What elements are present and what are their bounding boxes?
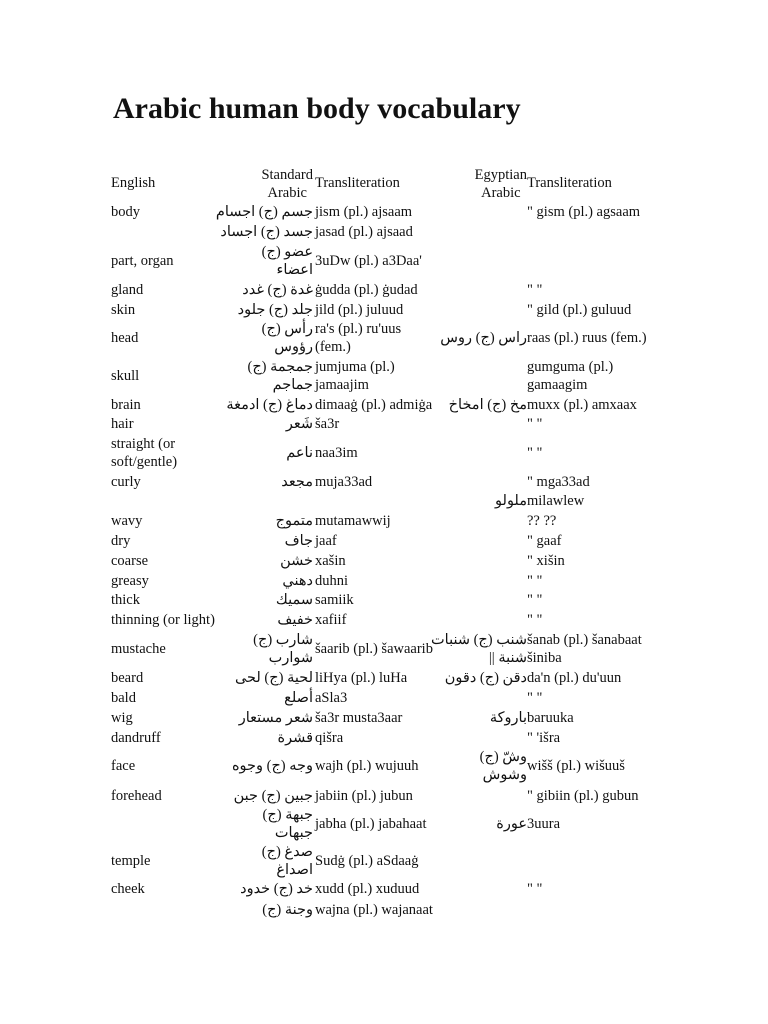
cell-line: cheek [111,881,145,897]
cell-line: samiik [315,592,354,608]
cell-standard-arabic [263,806,313,842]
cell-standard-arabic [262,320,313,356]
cell-line: temple [111,853,151,869]
cell-english [111,787,162,805]
cell-line: جلد (ج) جلود [237,302,313,318]
cell-english [111,415,134,433]
cell-standard-arabic [285,532,313,550]
cell-transliteration [315,415,339,433]
cell-line: šiniba [527,650,562,666]
cell-line: ra's (pl.) ru'uus [315,321,402,337]
cell-line: wajh (pl.) wujuuh [315,758,419,774]
cell-egyptian-transliteration [527,552,565,570]
cell-line: ša3r musta3aar [315,710,403,726]
cell-standard-arabic [220,223,313,241]
cell-egyptian-arabic [431,631,527,667]
cell-line: mutamawwij [315,513,391,529]
cell-line: qišra [315,730,344,746]
cell-english [111,689,136,707]
cell-line: jamaajim [315,377,369,393]
cell-standard-arabic [280,552,313,570]
cell-transliteration [315,444,358,462]
cell-standard-arabic [276,591,313,609]
cell-line: milawlew [527,493,585,509]
cell-line: xudd (pl.) xuduud [315,881,420,897]
cell-line: جمجمة (ج) [247,359,313,375]
cell-egyptian-transliteration [527,532,562,550]
cell-line: da'n (pl.) du'uun [527,670,622,686]
cell-line: شعر مستعار [238,710,313,726]
cell-egyptian-transliteration [527,444,542,462]
cell-line: شنبة || [488,650,527,666]
cell-line: راس (ج) روس [440,330,527,346]
cell-english [111,329,138,347]
cell-line: خد (ج) خدود [240,881,313,897]
cell-line: dandruff [111,730,161,746]
cell-english [111,396,141,414]
cell-line: دقن (ج) دقون [444,670,527,686]
page-title: Arabic human body vocabulary [113,92,521,125]
cell-transliteration [315,729,343,747]
cell-transliteration [315,358,395,394]
cell-line: jild (pl.) juluud [315,302,404,318]
cell-standard-arabic [235,669,313,687]
cell-standard-arabic [278,729,313,747]
cell-english [111,729,161,747]
cell-standard-arabic [282,572,313,590]
cell-egyptian-transliteration [527,301,631,319]
cell-egyptian-transliteration [527,815,560,833]
cell-line: " " [527,592,543,608]
cell-standard-arabic [232,757,313,775]
cell-line: (fem.) [315,339,351,355]
cell-egyptian-arabic [495,492,527,510]
cell-transliteration [315,709,402,727]
cell-line: ?? ?? [527,513,557,529]
cell-line: mustache [111,641,166,657]
cell-egyptian-transliteration [527,689,542,707]
cell-line: جسد (ج) اجساد [220,224,313,240]
cell-transliteration [315,611,346,629]
cell-egyptian-transliteration [527,203,640,221]
cell-line: šaarib (pl.) šawaarib [315,641,433,657]
cell-line: wavy [111,513,143,529]
cell-line: brain [111,397,141,413]
cell-line: hair [111,416,134,432]
cell-line: jaaf [315,533,337,549]
cell-egyptian-transliteration [527,880,542,898]
cell-line: 3uDw (pl.) a3Daa' [315,253,422,269]
cell-line: " gism (pl.) agsaam [527,204,641,220]
cell-transliteration [315,252,422,270]
cell-transliteration [315,532,337,550]
cell-egyptian-arabic [449,396,527,414]
cell-standard-arabic [216,203,313,221]
cell-standard-arabic [277,611,313,629]
cell-line: head [111,330,139,346]
cell-transliteration [315,512,391,530]
cell-standard-arabic [239,709,313,727]
cell-egyptian-transliteration [527,512,556,530]
cell-egyptian-transliteration [527,415,542,433]
cell-english [111,757,135,775]
cell-egyptian-arabic [440,329,527,347]
cell-egyptian-transliteration [527,631,642,667]
cell-transliteration [315,787,413,805]
cell-line: gamaagim [527,377,588,393]
cell-line: forehead [111,788,162,804]
cell-line: baruuka [527,710,574,726]
cell-egyptian-arabic [490,709,527,727]
cell-english [111,252,174,270]
cell-egyptian-transliteration [527,787,638,805]
cell-line: šanab (pl.) šanabaat [527,632,642,648]
cell-line: " " [527,690,543,706]
cell-line: wišš (pl.) wišuuš [527,758,625,774]
cell-english [111,367,139,385]
cell-transliteration [315,852,419,870]
cell-line: jabiin (pl.) jubun [315,788,413,804]
cell-line: muja33ad [315,474,373,490]
cell-english [111,591,140,609]
cell-line: سميك [275,592,313,608]
cell-line: وشوش [482,767,527,783]
cell-line: صدغ (ج) [261,844,313,860]
cell-line: اعضاء [276,262,313,278]
cell-line: جسم (ج) اجسام [215,204,313,220]
cell-transliteration [315,320,401,356]
cell-line: " gild (pl.) guluud [527,302,632,318]
cell-egyptian-arabic [496,815,527,833]
cell-line: gland [111,282,144,298]
cell-standard-arabic [286,444,313,462]
cell-line: رؤوس [274,339,313,355]
cell-egyptian-transliteration [527,358,613,394]
header-egyptian-transliteration: Transliteration [527,175,612,191]
cell-line: wajna (pl.) wajanaat [315,902,433,918]
cell-line: face [111,758,136,774]
cell-transliteration [315,301,403,319]
cell-line: muxx (pl.) amxaax [527,397,637,413]
cell-line: قشرة [277,730,313,746]
cell-line: " " [527,282,543,298]
cell-standard-arabic [284,689,313,707]
cell-standard-arabic [226,396,313,414]
cell-egyptian-transliteration [527,729,560,747]
cell-line: raas (pl.) ruus (fem.) [527,330,647,346]
cell-egyptian-transliteration [527,611,542,629]
cell-standard-arabic [281,473,313,491]
cell-line: 3uura [527,816,561,832]
cell-line: اصداغ [276,862,313,878]
cell-english [111,512,142,530]
cell-line: greasy [111,573,149,589]
cell-transliteration [315,815,427,833]
cell-line: غدة (ج) غدد [242,282,313,298]
cell-line: duhni [315,573,349,589]
cell-line: curly [111,474,141,490]
cell-transliteration [315,473,372,491]
cell-transliteration [315,281,418,299]
cell-line: " " [527,416,543,432]
cell-english [111,640,166,658]
cell-english [111,709,133,727]
cell-egyptian-transliteration [527,757,625,775]
cell-transliteration [315,901,433,919]
cell-line: thinning (or light) [111,612,215,628]
cell-line: " " [527,573,543,589]
cell-line: " 'išra [527,730,561,746]
cell-egyptian-transliteration [527,396,637,414]
cell-egyptian-arabic [445,669,527,687]
cell-line: soft/gentle) [111,454,178,470]
cell-line: " gibiin (pl.) gubun [527,788,639,804]
cell-line: متموج [275,513,313,529]
cell-line: عضو (ج) [261,244,313,260]
cell-line: part, organ [111,253,174,269]
cell-english [111,301,135,319]
cell-line: aSla3 [315,690,348,706]
cell-transliteration [315,689,347,707]
cell-line: شوارب [268,650,313,666]
cell-english [111,532,130,550]
cell-line: " " [527,881,543,897]
cell-english [111,435,177,471]
cell-line: مجعد [281,474,313,490]
cell-egyptian-transliteration [527,329,647,347]
header-english: English [111,175,156,191]
cell-standard-arabic [253,631,313,667]
cell-line: شنب (ج) شنبات [431,632,527,648]
cell-line: جاف [284,533,313,549]
cell-line: " gaaf [527,533,562,549]
cell-line: Sudġ (pl.) aSdaaġ [315,853,419,869]
cell-line: jabha (pl.) jabahaat [315,816,427,832]
cell-line: جبين (ج) جبن [233,788,313,804]
cell-line: straight (or [111,436,176,452]
cell-line: خشن [280,553,313,569]
cell-line: شارب (ج) [253,632,313,648]
cell-line: أصلع [284,690,313,706]
cell-transliteration [315,669,407,687]
cell-transliteration [315,223,413,241]
cell-standard-arabic [247,358,313,394]
cell-standard-arabic [286,415,313,433]
cell-line: skin [111,302,136,318]
cell-line: skull [111,368,140,384]
cell-standard-arabic [238,301,313,319]
cell-english [111,203,140,221]
cell-line: " " [527,445,543,461]
cell-standard-arabic [234,787,313,805]
cell-line: gumguma (pl.) [527,359,614,375]
cell-transliteration [315,396,432,414]
cell-line: dimaaġ (pl.) admiġa [315,397,433,413]
cell-transliteration [315,552,346,570]
cell-standard-arabic [240,880,313,898]
header-standard-arabic: Standard Arabic [261,167,313,201]
cell-standard-arabic [262,901,313,919]
cell-standard-arabic [262,243,313,279]
cell-line: وجنة (ج) [262,902,313,918]
cell-standard-arabic [276,512,313,530]
cell-line: dry [111,533,131,549]
cell-line: ġudda (pl.) ġudad [315,282,418,298]
cell-line: وشّ (ج) [479,749,527,765]
cell-line: شَعر [285,416,313,432]
cell-line: thick [111,592,140,608]
cell-english [111,669,143,687]
cell-egyptian-transliteration [527,492,584,510]
cell-egyptian-transliteration [527,591,542,609]
cell-line: jasad (pl.) ajsaad [315,224,413,240]
cell-line: naa3im [315,445,358,461]
cell-line: wig [111,710,133,726]
cell-transliteration [315,591,354,609]
cell-standard-arabic [262,843,313,879]
cell-line: دهني [282,573,313,589]
cell-egyptian-transliteration [527,572,542,590]
cell-line: جبهة (ج) [262,807,313,823]
cell-line: " " [527,612,543,628]
cell-line: ملولو [495,493,527,509]
cell-egyptian-arabic [480,748,527,784]
cell-line: خفيف [277,612,313,628]
cell-line: " mga33ad [527,474,590,490]
cell-line: coarse [111,553,149,569]
cell-line: liHya (pl.) luHa [315,670,408,686]
cell-english [111,473,141,491]
cell-line: " xišin [527,553,565,569]
cell-english [111,880,145,898]
cell-english [111,611,215,629]
cell-line: دماغ (ج) ادمغة [226,397,313,413]
cell-line: jism (pl.) ajsaam [315,204,413,220]
cell-egyptian-transliteration [527,709,574,727]
cell-transliteration [315,880,419,898]
cell-line: جبهات [274,825,313,841]
cell-egyptian-transliteration [527,669,621,687]
cell-line: وجه (ج) وجوه [231,758,313,774]
header-egyptian-arabic: Egyptian Arabic [474,167,527,201]
cell-english [111,281,143,299]
cell-egyptian-transliteration [527,473,590,491]
cell-line: body [111,204,140,220]
cell-line: beard [111,670,144,686]
cell-english [111,852,150,870]
cell-line: jumjuma (pl.) [315,359,395,375]
cell-line: باروكة [489,710,527,726]
cell-transliteration [315,203,412,221]
cell-line: مخ (ج) امخاخ [448,397,527,413]
cell-line: ناعم [286,445,313,461]
cell-transliteration [315,757,419,775]
cell-english [111,572,149,590]
cell-line: bald [111,690,136,706]
cell-line: عورة [496,816,527,832]
header-transliteration: Transliteration [315,175,400,191]
cell-line: جماجم [272,377,313,393]
cell-line: ša3r [315,416,340,432]
cell-english [111,552,148,570]
cell-transliteration [315,640,433,658]
cell-line: رأس (ج) [261,321,313,337]
cell-transliteration [315,572,348,590]
cell-line: xafiif [315,612,347,628]
cell-standard-arabic [242,281,313,299]
cell-egyptian-transliteration [527,281,542,299]
cell-line: xašin [315,553,346,569]
cell-line: لحية (ج) لحى [234,670,313,686]
